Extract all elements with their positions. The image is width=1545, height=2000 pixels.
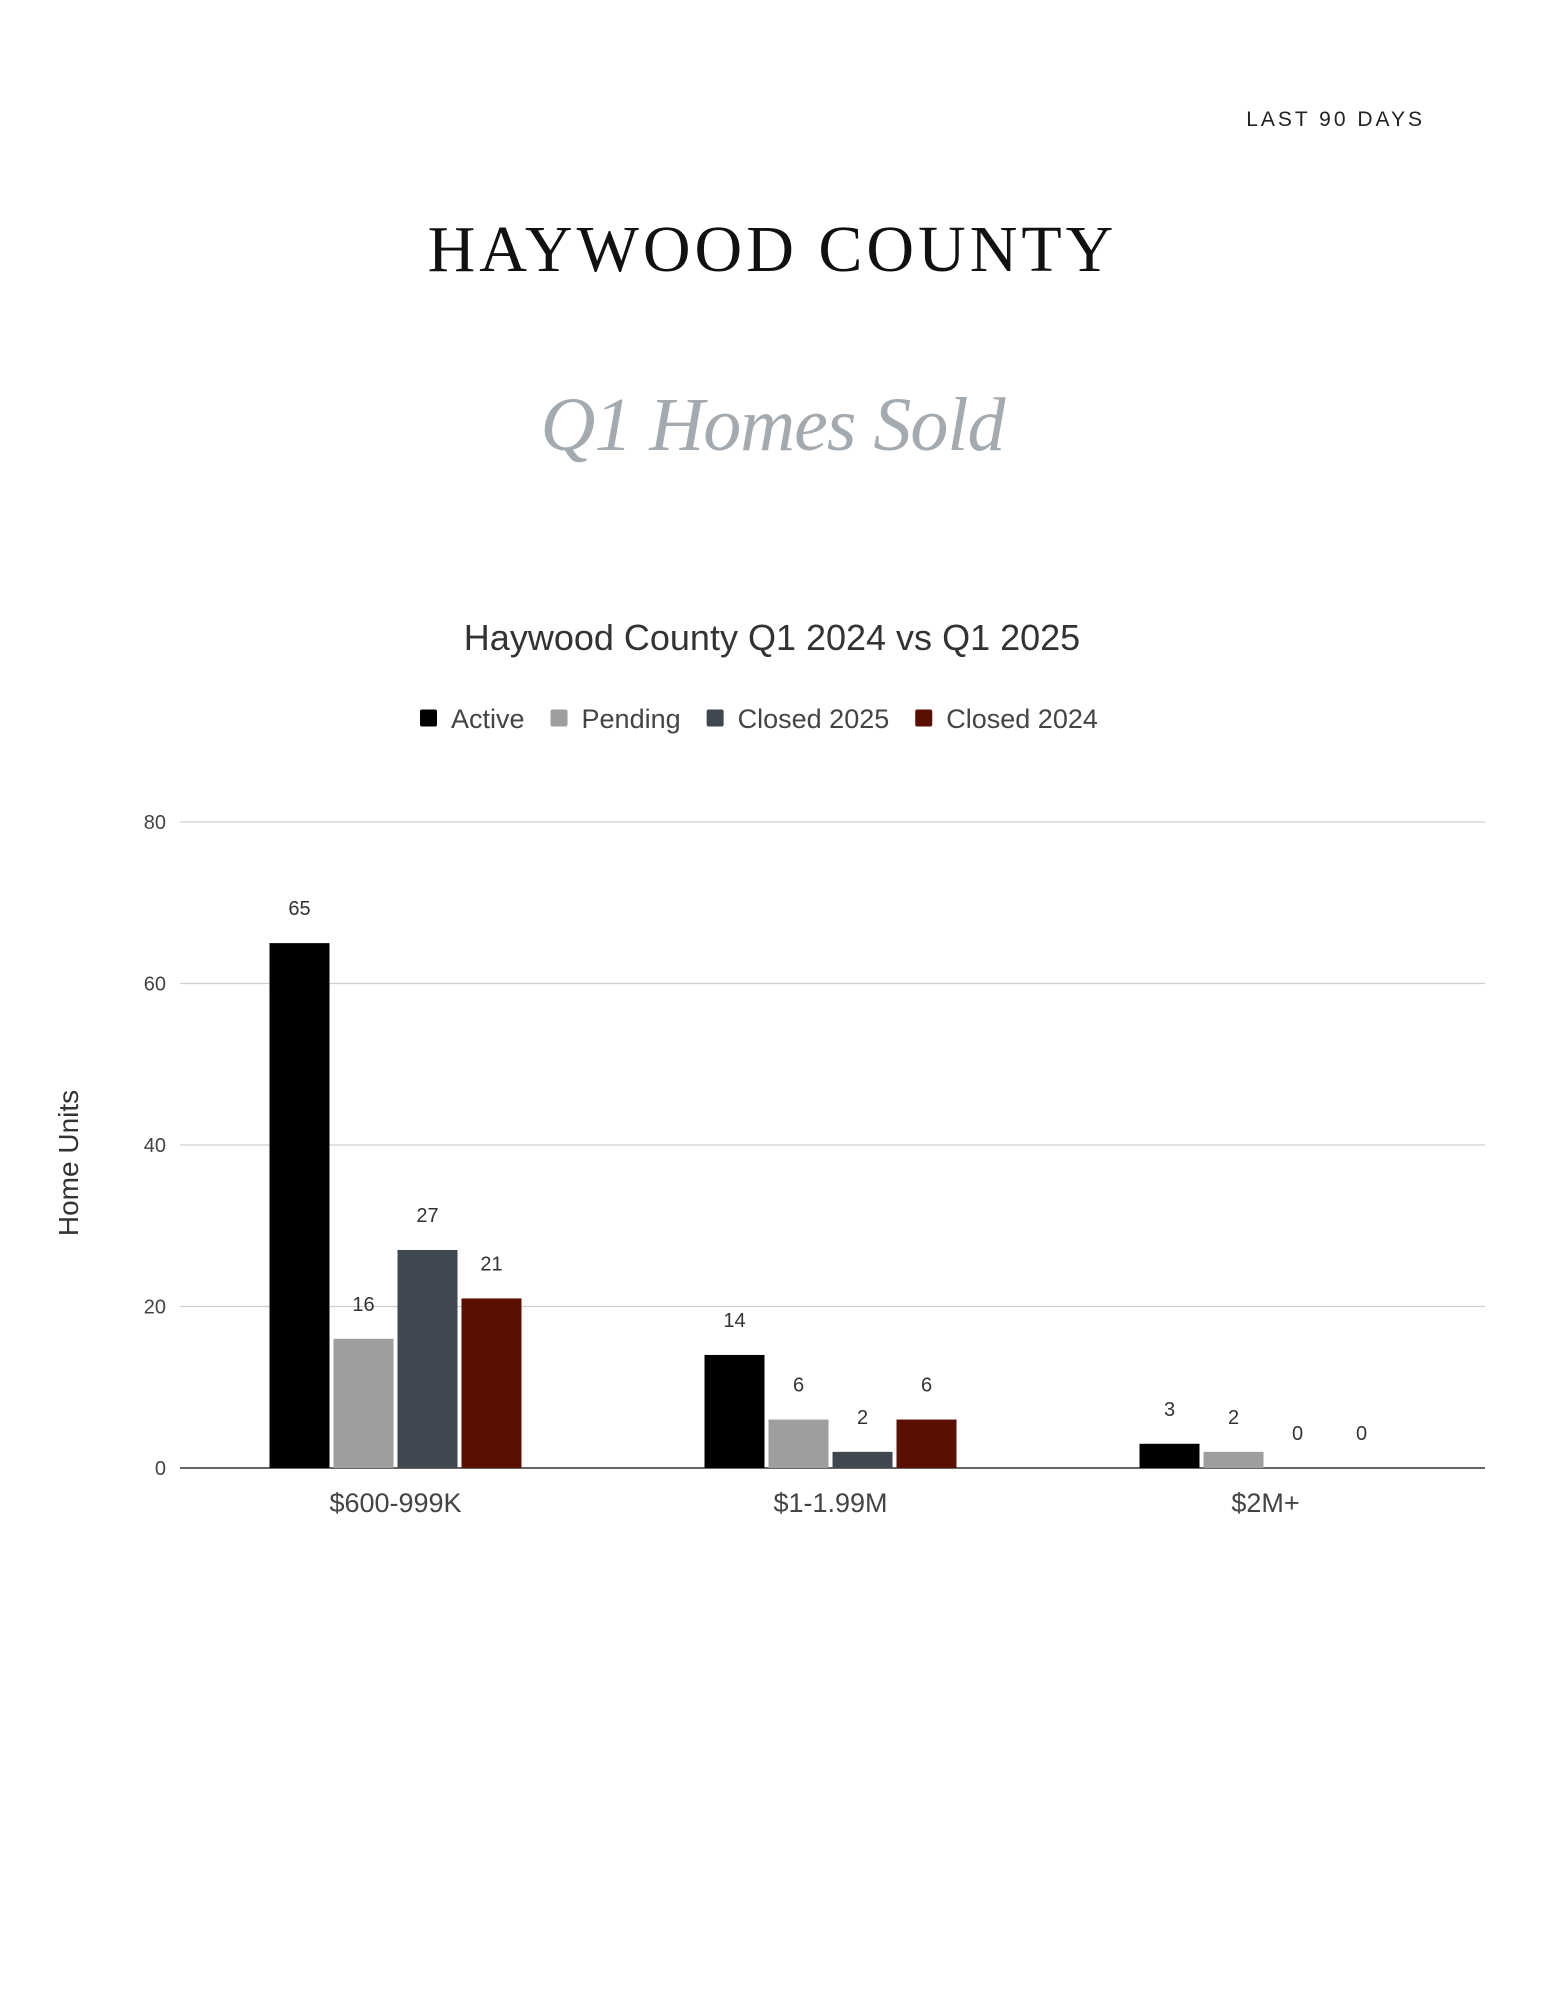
y-tick-label: 40 (143, 1135, 166, 1157)
bar (334, 1339, 394, 1468)
bar-value-label: 16 (352, 1293, 375, 1316)
bar (270, 943, 330, 1468)
x-category-label: $600-999K (329, 1488, 462, 1518)
legend-swatch (551, 710, 568, 727)
legend-entry: Active (451, 704, 525, 734)
legend-entry: Closed 2024 (946, 704, 1098, 734)
y-tick-label: 60 (143, 973, 166, 996)
bar (398, 1250, 458, 1468)
legend-swatch (707, 710, 724, 727)
bar-value-label: 0 (1291, 1423, 1304, 1445)
bar-chart (0, 600, 1545, 1550)
bar (897, 1420, 957, 1468)
bar-value-label: 2 (1227, 1406, 1240, 1429)
bar (833, 1452, 893, 1468)
chart-title: Haywood County Q1 2024 vs Q1 2025 (463, 617, 1081, 658)
bar-value-label: 2 (856, 1406, 869, 1429)
y-tick-label: 20 (143, 1296, 166, 1319)
page-subtitle: Q1 Homes Sold (540, 383, 1005, 467)
bar-value-label: 65 (288, 898, 311, 921)
x-axis-categories (329, 1488, 1299, 1518)
page-title: HAYWOOD COUNTY (427, 213, 1118, 286)
legend-entry: Pending (581, 704, 681, 734)
bar-value-label: 3 (1163, 1398, 1176, 1421)
bar (769, 1420, 829, 1468)
chart-legend (420, 704, 1098, 734)
legend-entry: Closed 2025 (737, 704, 890, 734)
bar-value-label: 14 (723, 1309, 746, 1332)
bar (462, 1298, 522, 1468)
y-tick-label: 0 (154, 1458, 166, 1480)
bar (1140, 1444, 1200, 1468)
x-category-label: $1-1.99M (773, 1488, 888, 1518)
y-tick-label: 80 (143, 812, 166, 834)
legend-swatch (420, 710, 437, 727)
bar-value-label: 21 (480, 1253, 503, 1276)
legend-swatch (915, 710, 932, 727)
bar (705, 1355, 765, 1468)
bar-value-label: 27 (416, 1204, 439, 1227)
period-label: LAST 90 DAYS (1246, 108, 1425, 131)
y-axis-label: Home Units (53, 1089, 84, 1237)
bar-value-label: 0 (1355, 1423, 1368, 1445)
bar-value-label: 6 (920, 1374, 933, 1397)
bar-value-label: 6 (792, 1374, 805, 1397)
bar (1204, 1452, 1264, 1468)
y-axis-ticks (144, 812, 166, 1480)
x-category-label: $2M+ (1231, 1488, 1300, 1518)
